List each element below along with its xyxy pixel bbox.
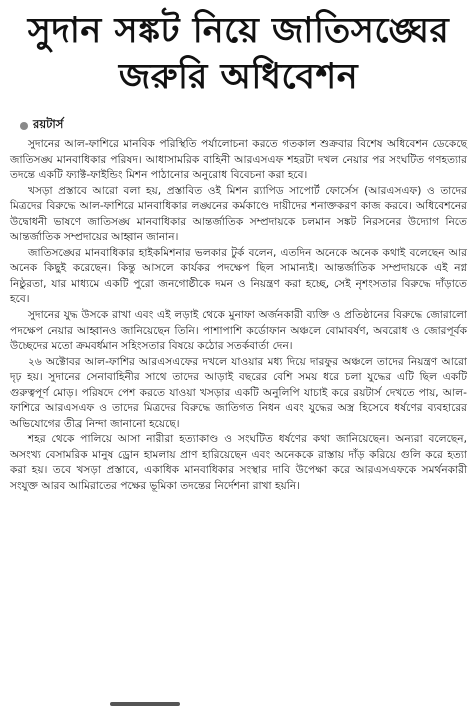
paragraph-6: শহর থেকে পালিয়ে আসা নারীরা হত্যাকাণ্ড ও সংঘটিত ধর্ষণের কথা জানিয়েছেন। অন্যরা বলেছেন, অসংখ্য বেসামরিক মানুষ ড্রোন হামলায় প্রাণ হারিয়েছেন এবং অনেককে রাস্তায় দাঁড় করিয়ে গুলি করে হত্যা করা হয়। তবে খসড়া প্রস্তাবে, একাধিক মানবাধিকার সংস্থার দাবি উপেক্ষা করে আরএসএফকে সমর্থনকারী সংযুক্ত আরব আমিরাতের পক্ষের ভূমিকা তদন্তের নির্দেশনা রাখা হয়নি। [10, 433, 467, 493]
paragraph-1: সুদানের আল-ফাশিরে মানবিক পরিস্থিতি পর্যালোচনা করতে গতকাল শুক্রবার বিশেষ অধিবেশন ডেকেছে জাতিসঙ্ঘ মানবাধিকার পরিষদ। আধাসামরিক বাহিনী আরএসএফ শহরটা দখল নেয়ার পর সংঘটিত গণহত্যার তদন্তে একটি ফ্যাক্ট-ফাইন্ডিং মিশন পাঠানোর অনুরোধ বিবেচনা করা হবে। [10, 138, 467, 182]
byline [20, 116, 467, 135]
paragraph-3: জাতিসঙ্ঘের মানবাধিকার হাইকমিশনার ভলকার টুর্ক বলেন, এতদিন অনেকে অনেক কথাই বলেছেন আর অনেক কিছুই করেছেন। কিন্তু আসলে কার্যকর পদক্ষেপ ছিল সামান্যই। আন্তর্জাতিক সম্প্রদায়কে এই নগ্ন নিষ্ঠুরতা, যার মাধ্যমে একটি পুরো জনগোষ্ঠীকে দমন ও নিয়ন্ত্রণ করা হচ্ছে, সেই নৃশংসতার বিরুদ্ধে দাঁড়াতে হবে। [10, 246, 467, 306]
byline-source: রয়টার্স [33, 117, 64, 131]
cut-off-next-article [0, 698, 475, 706]
paragraph-5: ২৬ অক্টোবর আল-ফাশির আরএসএফের দখলে যাওয়ার মধ্য দিয়ে দারফুর অঞ্চলে তাদের নিয়ন্ত্রণ আরো দৃঢ় হয়। সুদানের সেনাবাহিনীর সাথে তাদের আড়াই বছরের বেশি সময় ধরে চলা যুদ্ধের এটি ছিল একটি গুরুত্বপূর্ণ মোড়। পরিষদে পেশ করতে যাওয়া খসড়ার একটি অনুলিপি যাচাই করে রয়টার্স দেখতে পায়, আল-ফাশিরে আরএসএফ ও তাদের মিত্রদের বিরুদ্ধে জাতিগত নিধন এবং যুদ্ধের অস্ত্র হিসেবে ধর্ষণের ব্যবহারের অভিযোগের তীব্র নিন্দা জানানো হয়েছে। [10, 355, 467, 430]
cut-off-text-fragment [110, 702, 180, 706]
paragraph-2: খসড়া প্রস্তাবে আরো বলা হয়, প্রস্তাবিত ওই মিশন র‍্যাপিড সাপোর্ট ফোর্সেস (আরএসএফ) ও তাদের মিত্রদের বিরুদ্ধে আল-ফাশিরে মানবাধিকার লঙ্ঘনের কর্মকাণ্ডে দায়ীদের শনাক্তকরণ কাজ করবে। অধিবেশনের উদ্বোধনী ভাষণে জাতিসঙ্ঘ মানবাধিকার আন্তর্জাতিক সম্প্রদায়কে চলমান সঙ্কট নিরসনের উদ্যোগ নিতে আন্তর্জাতিক সম্প্রদায়ের আহ্বান জানান। [10, 184, 467, 244]
news-page [0, 8, 475, 706]
headline-line-1: সুদান সঙ্কট নিয়ে জাতিসঙ্ঘের [27, 11, 450, 51]
bullet-icon [20, 122, 28, 130]
headline-line-2: জরুরি অধিবেশন [118, 57, 359, 97]
article-body [10, 137, 467, 495]
article-headline [10, 8, 467, 100]
paragraph-4: সুদানের যুদ্ধ উসকে রাখা এবং এই লড়াই থেকে মুনাফা অর্জনকারী ব্যক্তি ও প্রতিষ্ঠানের বিরুদ্ধে জোরালো পদক্ষেপ নেয়ার আহ্বানও জানিয়েছেন তিনি। পাশাপাশি কর্ডোফান অঞ্চলে বোমাবর্ষণ, অবরোধ ও জোরপূর্বক উচ্ছেদের মতো ক্রমবর্ধমান সহিংসতার বিষয়ে কঠোর সতর্কবার্তা দেন। [10, 309, 467, 353]
